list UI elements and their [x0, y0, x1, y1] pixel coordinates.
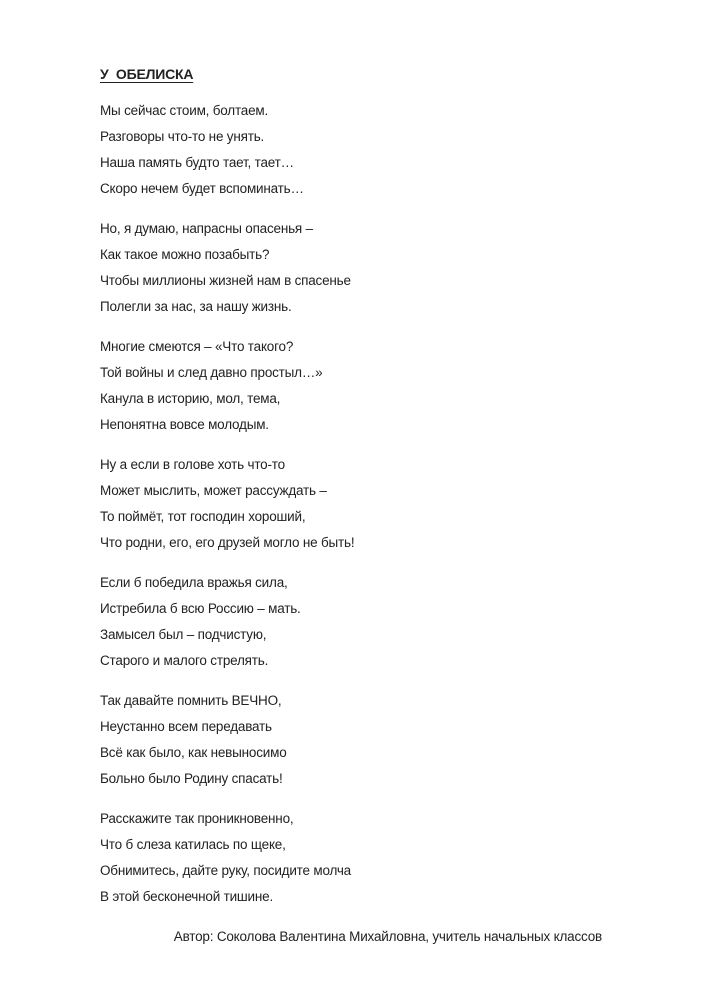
poem-line: Расскажите так проникновенно, — [100, 811, 294, 826]
poem-line: Непонятна вовсе молодым. — [100, 417, 269, 432]
poem-line: Что б слеза катилась по щеке, — [100, 837, 286, 852]
poem-line: Той войны и след давно простыл…» — [100, 365, 323, 380]
stanza-5 — [100, 570, 602, 674]
poem-line: Так давайте помнить ВЕЧНО, — [100, 693, 282, 708]
poem-line: Но, я думаю, напрасны опасенья – — [100, 221, 313, 236]
poem-line: Всё как было, как невыносимо — [100, 745, 287, 760]
poem-title: У ОБЕЛИСКА — [100, 66, 194, 82]
stanza-1 — [100, 98, 602, 202]
poem-line: Ну а если в голове хоть что-то — [100, 457, 285, 472]
poem-line: Скоро нечем будет вспоминать… — [100, 181, 304, 196]
poem-line: Если б победила вражья сила, — [100, 575, 288, 590]
poem-line: Старого и малого стрелять. — [100, 653, 269, 668]
poem-line: Канула в историю, мол, тема, — [100, 391, 281, 406]
poem-line: Неустанно всем передавать — [100, 719, 272, 734]
poem-line: Как такое можно позабыть? — [100, 247, 270, 262]
poem-line: В этой бесконечной тишине. — [100, 889, 273, 904]
poem-line: Мы сейчас стоим, болтаем. — [100, 103, 269, 118]
stanza-2 — [100, 216, 602, 320]
poem-line: То поймёт, тот господин хороший, — [100, 509, 306, 524]
poem-line: Полегли за нас, за нашу жизнь. — [100, 299, 292, 314]
stanza-3 — [100, 334, 602, 438]
poem-line: Что родни, его, его друзей могло не быть! — [100, 535, 355, 550]
poem-line: Может мыслить, может рассуждать – — [100, 483, 327, 498]
poem-line: Разговоры что-то не унять. — [100, 129, 265, 144]
poem-line: Замысел был – подчистую, — [100, 627, 267, 642]
stanza-6 — [100, 688, 602, 792]
author-line: Автор: Соколова Валентина Михайловна, учитель начальных классов — [173, 929, 602, 944]
poem-line: Многие смеются – «Что такого? — [100, 339, 294, 354]
poem-line: Больно было Родину спасать! — [100, 771, 283, 786]
poem-line: Обнимитесь, дайте руку, посидите молча — [100, 863, 351, 878]
poem-line: Чтобы миллионы жизней нам в спасенье — [100, 273, 351, 288]
poem-line: Наша память будто тает, тает… — [100, 155, 294, 170]
stanza-7 — [100, 806, 602, 910]
poem-line: Истребила б всю Россию – мать. — [100, 601, 301, 616]
stanza-4 — [100, 452, 602, 556]
